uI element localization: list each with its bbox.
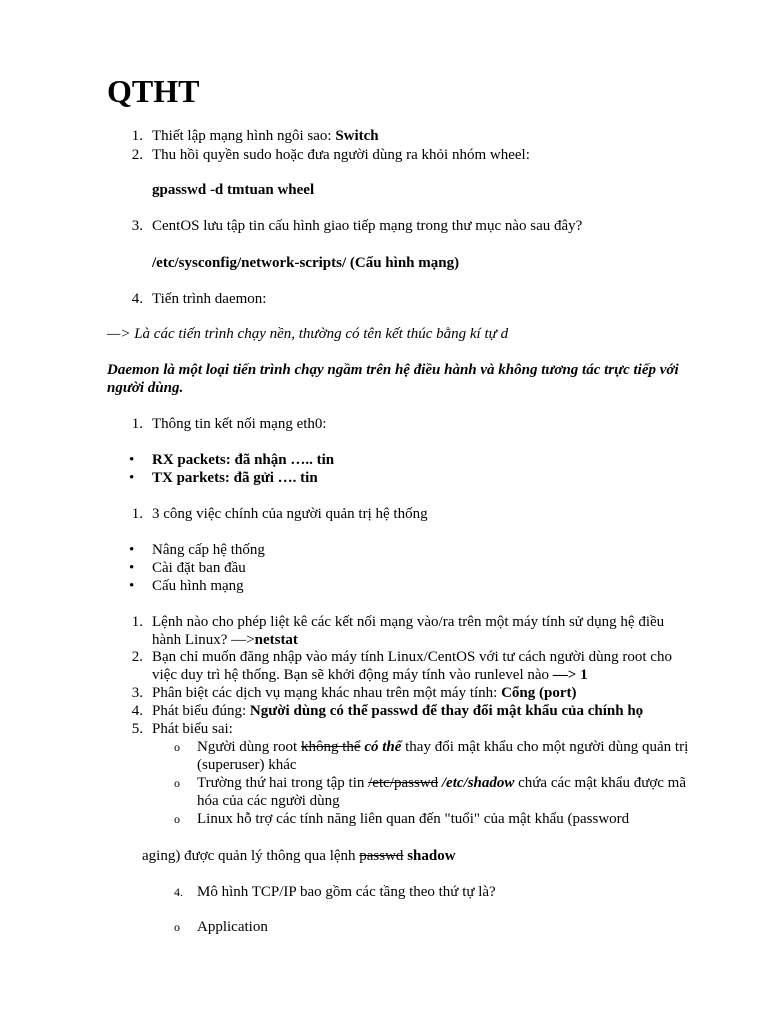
path-answer: /etc/sysconfig/network-scripts/ (Cấu hình mạng) bbox=[152, 255, 460, 271]
list-text: Thu hồi quyền sudo hoặc đưa người dùng ra khỏi nhóm wheel: bbox=[152, 147, 530, 163]
struck-text: passwd bbox=[359, 848, 404, 864]
list-answer: Switch bbox=[335, 128, 379, 144]
list-item: 5. Phát biểu sai: bbox=[107, 720, 702, 738]
list-text: Tiến trình daemon: bbox=[152, 291, 267, 307]
bullet-icon: • bbox=[129, 470, 135, 486]
bullet-item: • RX packets: đã nhận ….. tin bbox=[129, 452, 335, 468]
list-item: 4. Mô hình TCP/IP bao gồm các tầng theo thứ tự là? bbox=[174, 884, 496, 900]
bullet-icon: • bbox=[129, 542, 135, 558]
list-text: 3 công việc chính của người quản trị hệ thống bbox=[152, 506, 428, 522]
sub-item: o Trường thứ hai trong tập tin /etc/passwd /etc/shadow chứa các mật khẩu được mã hóa của các người dùng bbox=[174, 775, 687, 809]
page-title: QTHT bbox=[107, 73, 200, 109]
list-item bbox=[107, 217, 702, 235]
answer-line bbox=[107, 181, 702, 199]
list-number: 2. bbox=[131, 147, 143, 163]
aging-line: aging) được quản lý thông qua lệnh passwd shadow bbox=[142, 848, 456, 864]
sub-item: o Linux hỗ trợ các tính năng liên quan đến "tuổi" của mật khẩu (password bbox=[174, 811, 630, 827]
list-text: CentOS lưu tập tin cấu hình giao tiếp mạng trong thư mục nào sau đây? bbox=[152, 218, 583, 234]
list-number: 1. bbox=[131, 506, 143, 522]
circle-bullet-icon: o bbox=[174, 920, 180, 934]
list-number: 3. bbox=[131, 685, 143, 701]
list-item: 1. Lệnh nào cho phép liệt kê các kết nối mạng vào/ra trên một máy tính sử dụng hệ điều hành Linux? —>netstat bbox=[107, 613, 702, 649]
list-number: 3. bbox=[131, 218, 143, 234]
list-number: 1. bbox=[131, 416, 143, 432]
list-number: 1. bbox=[131, 614, 143, 630]
sub-item: o Người dùng root không thể có thể thay đổi mật khẩu cho một người dùng quản trị (superuser) khác bbox=[174, 739, 689, 773]
list-text: Thông tin kết nối mạng eth0: bbox=[152, 416, 327, 432]
bullet-icon: • bbox=[129, 560, 135, 576]
answer-line bbox=[107, 254, 702, 272]
struck-text: /etc/passwd bbox=[368, 775, 439, 791]
daemon-note: —> Là các tiến trình chạy nền, thường có tên kết thúc bằng kí tự d bbox=[107, 326, 509, 342]
list-item: 4. Phát biểu đúng: Người dùng có thể passwd để thay đổi mật khẩu của chính họ bbox=[107, 702, 702, 720]
daemon-definition: Daemon là một loại tiến trình chạy ngầm trên hệ điều hành và không tương tác trực tiếp với người dùng. bbox=[107, 362, 679, 396]
bullet-item: • Nâng cấp hệ thống bbox=[129, 542, 265, 558]
list-item bbox=[107, 415, 702, 433]
bullet-icon: • bbox=[129, 578, 135, 594]
circle-bullet-icon: o bbox=[174, 740, 180, 754]
list-item: 3. Phân biệt các dịch vụ mạng khác nhau trên một máy tính: Cổng (port) bbox=[107, 684, 702, 702]
bullet-item: • Cài đặt ban đầu bbox=[129, 560, 246, 576]
list-number: 2. bbox=[131, 649, 143, 665]
list-text: Thiết lập mạng hình ngôi sao: bbox=[152, 128, 336, 144]
list-item bbox=[107, 146, 702, 164]
list-item bbox=[107, 127, 702, 145]
bullet-item: • Cấu hình mạng bbox=[129, 578, 244, 594]
command-answer: gpasswd -d tmtuan wheel bbox=[152, 182, 315, 198]
struck-text: không thể bbox=[300, 739, 361, 755]
bullet-item: • TX parkets: đã gửi …. tin bbox=[129, 470, 318, 486]
sub-item: o Application bbox=[174, 919, 268, 935]
circle-bullet-icon: o bbox=[174, 812, 180, 826]
list-number: 1. bbox=[131, 128, 143, 144]
list-item bbox=[107, 505, 702, 523]
list-number: 4. bbox=[131, 703, 143, 719]
circle-bullet-icon: o bbox=[174, 776, 180, 790]
list-item: 2. Bạn chỉ muốn đăng nhập vào máy tính Linux/CentOS với tư cách người dùng root cho việc duy trì hệ thống. Bạn sẽ khởi động máy tính vào runlevel nào —> 1 bbox=[107, 648, 702, 684]
list-number: 4. bbox=[131, 291, 143, 307]
bullet-icon: • bbox=[129, 452, 135, 468]
list-item bbox=[107, 290, 702, 308]
list-number: 4. bbox=[174, 885, 183, 899]
list-number: 5. bbox=[131, 721, 143, 737]
